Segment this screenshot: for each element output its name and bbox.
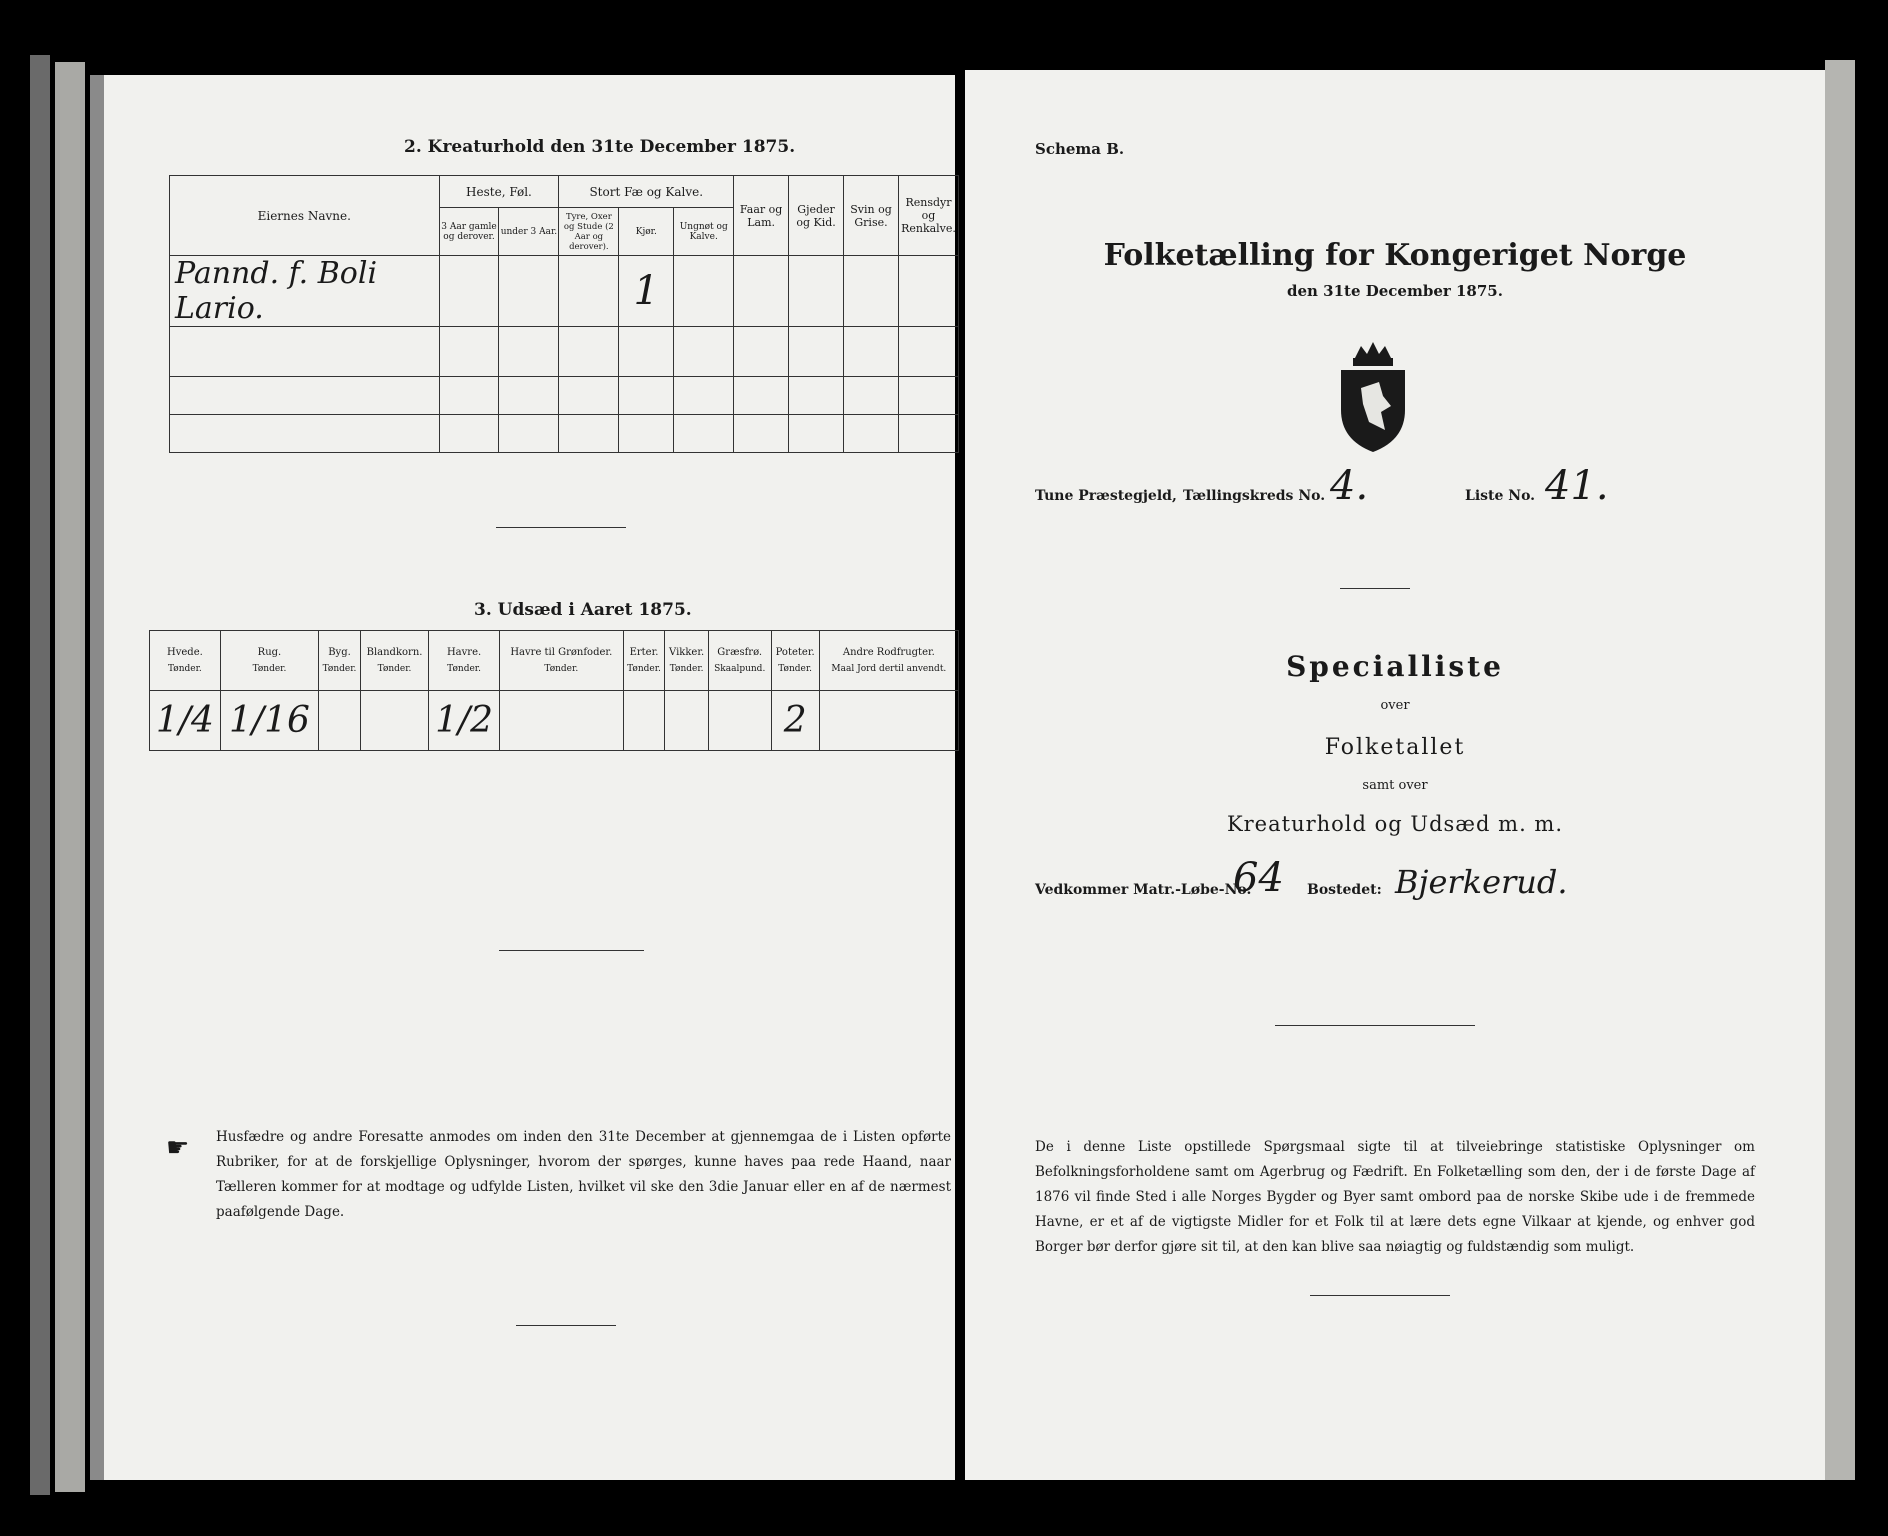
divider-1 <box>496 527 626 528</box>
sowing-value-5 <box>499 691 623 751</box>
sowing-header-name: Erter. <box>629 647 659 658</box>
sowing-header-9 <box>771 631 819 691</box>
sowing-header-name: Havre til Grønfoder. <box>510 647 613 658</box>
specialliste: Specialliste <box>1286 650 1504 683</box>
sowing-header-4 <box>429 631 500 691</box>
sowing-value-1: 1/16 <box>220 691 318 751</box>
divider-6 <box>1310 1295 1450 1296</box>
census-date: den 31te December 1875. <box>1287 282 1503 300</box>
sowing-header-8 <box>708 631 771 691</box>
page-stack-edge-right <box>1825 60 1855 1480</box>
sowing-header-0 <box>150 631 221 691</box>
matr-value: 64 <box>1233 855 1284 901</box>
sowing-header-unit: Tønder. <box>627 664 661 674</box>
samt-over: samt over <box>1362 778 1428 793</box>
sowing-header-name: Blandkorn. <box>366 647 423 658</box>
over-1: over <box>1380 698 1410 713</box>
sowing-header-1 <box>220 631 318 691</box>
header-storfe-sub3: Ungnøt og Kalve. <box>674 208 734 256</box>
sowing-header-name: Hvede. <box>167 647 203 658</box>
sowing-header-unit: Tønder. <box>322 664 357 674</box>
header-faar: Faar og Lam. <box>734 176 789 256</box>
sowing-value-4: 1/2 <box>429 691 500 751</box>
row1-kjor: 1 <box>619 256 674 327</box>
header-heste: Heste, Føl. <box>439 176 559 208</box>
sowing-header-unit: Tønder. <box>168 664 202 674</box>
kreaturhold-title: Kreaturhold og Udsæd m. m. <box>1226 812 1564 836</box>
sowing-header-unit: Tønder. <box>377 664 412 674</box>
sowing-value-6 <box>623 691 665 751</box>
sowing-header-3 <box>360 631 428 691</box>
header-svin: Svin og Grise. <box>844 176 899 256</box>
sowing-value-0: 1/4 <box>150 691 221 751</box>
livestock-table <box>169 175 959 453</box>
folketallet: Folketallet <box>1324 735 1466 760</box>
divider-2 <box>499 950 644 951</box>
bosted-value: Bjerkerud. <box>1395 863 1568 901</box>
header-storfe-sub1: Tyre, Oxer og Stude (2 Aar og derover). <box>559 208 619 256</box>
sowing-header-unit: Tønder. <box>447 664 481 674</box>
header-storfe: Stort Fæ og Kalve. <box>559 176 734 208</box>
bosted-label: Bostedet: <box>1307 882 1382 898</box>
sowing-header-name: Rug. <box>257 647 282 658</box>
sowing-header-unit: Maal Jord dertil anvendt. <box>831 664 947 674</box>
header-gjeder: Gjeder og Kid. <box>789 176 844 256</box>
sowing-value-2 <box>319 691 361 751</box>
schema-label: Schema B. <box>1035 140 1125 158</box>
section2-title: 2. Kreaturhold den 31te December 1875. <box>404 137 796 157</box>
section3-title: 3. Udsæd i Aaret 1875. <box>474 600 692 620</box>
left-page <box>90 75 955 1480</box>
sowing-header-unit: Tønder. <box>544 664 579 674</box>
header-storfe-sub2: Kjør. <box>619 208 674 256</box>
sowing-value-10 <box>819 691 958 751</box>
header-owner: Eiernes Navne. <box>170 176 440 256</box>
main-title: Folketælling for Kongeriget Norge <box>1103 238 1687 273</box>
matr-label: Vedkommer Matr.-Løbe-No. <box>1035 882 1252 898</box>
sowing-header-5 <box>499 631 623 691</box>
header-heste-sub2: under 3 Aar. <box>499 208 559 256</box>
sowing-header-name: Andre Rodfrugter. <box>842 647 935 658</box>
divider-5 <box>1275 1025 1475 1026</box>
sowing-value-8 <box>708 691 771 751</box>
sowing-value-3 <box>360 691 428 751</box>
sowing-header-unit: Tønder. <box>669 664 704 674</box>
liste-value: 41. <box>1545 463 1609 509</box>
kreds-label: Tællingskreds No. <box>1183 488 1326 504</box>
row1-owner: Pannd. f. Boli Lario. <box>170 256 440 327</box>
liste-label: Liste No. <box>1465 488 1536 504</box>
sowing-value-7 <box>665 691 708 751</box>
page-stack-edge-left <box>30 55 50 1495</box>
divider-4 <box>1340 588 1410 589</box>
sowing-value-9: 2 <box>771 691 819 751</box>
pointing-hand-icon: ☛ <box>166 1133 190 1163</box>
sowing-header-unit: Tønder. <box>252 664 287 674</box>
sowing-header-unit: Skaalpund. <box>714 664 766 674</box>
sowing-table <box>149 630 959 751</box>
sowing-header-name: Poteter. <box>775 647 815 658</box>
right-page <box>965 70 1825 1480</box>
header-rensdyr: Rensdyr og Renkalve. <box>898 176 958 256</box>
divider-3 <box>516 1325 616 1326</box>
kreds-value: 4. <box>1330 463 1369 509</box>
sowing-header-name: Havre. <box>446 647 482 658</box>
page-stack-edge-left-inner <box>55 62 85 1492</box>
sowing-header-6 <box>623 631 665 691</box>
sowing-header-7 <box>665 631 708 691</box>
notice-text: Husfædre og andre Foresatte anmodes om inden den 31te December at gjennemgaa de i Listen opførte Rubriker, for at de forskjellige Oplysninger, hvorom der spørges, kunne haves paa rede Haand, naar Tælleren kommer for at modtage og udfylde Listen, hvilket vil ske den 3die Januar eller en af de nærmest paafølgende Dage. <box>216 1129 951 1220</box>
sowing-header-name: Græsfrø. <box>717 647 763 658</box>
info-paragraph: De i denne Liste opstillede Spørgsmaal sigte til at tilveiebringe statistiske Oplysninger om Befolkningsforholdene samt om Agerbrug og Fædrift. En Folketælling som den, der i de første Dage af 1876 vil finde Sted i alle Norges Bygder og Byer samt ombord paa de norske Skibe ude i de fremmede Havne, er et af de vigtigste Midler for et Folk til at lære dets egne Vilkaar at kjende, og enhver god Borger bør derfor gjøre sit til, at den kan blive saa nøiagtig og fuldstændig som muligt. <box>1035 1139 1755 1255</box>
sowing-header-10 <box>819 631 958 691</box>
sowing-header-name: Byg. <box>328 647 351 658</box>
prestegjeld: Tune Præstegjeld, <box>1035 488 1177 504</box>
coat-of-arms-icon <box>1333 340 1413 455</box>
sowing-header-unit: Tønder. <box>778 664 813 674</box>
sowing-header-name: Vikker. <box>669 647 705 658</box>
sowing-header-2 <box>319 631 361 691</box>
header-heste-sub1: 3 Aar gamle og derover. <box>439 208 499 256</box>
